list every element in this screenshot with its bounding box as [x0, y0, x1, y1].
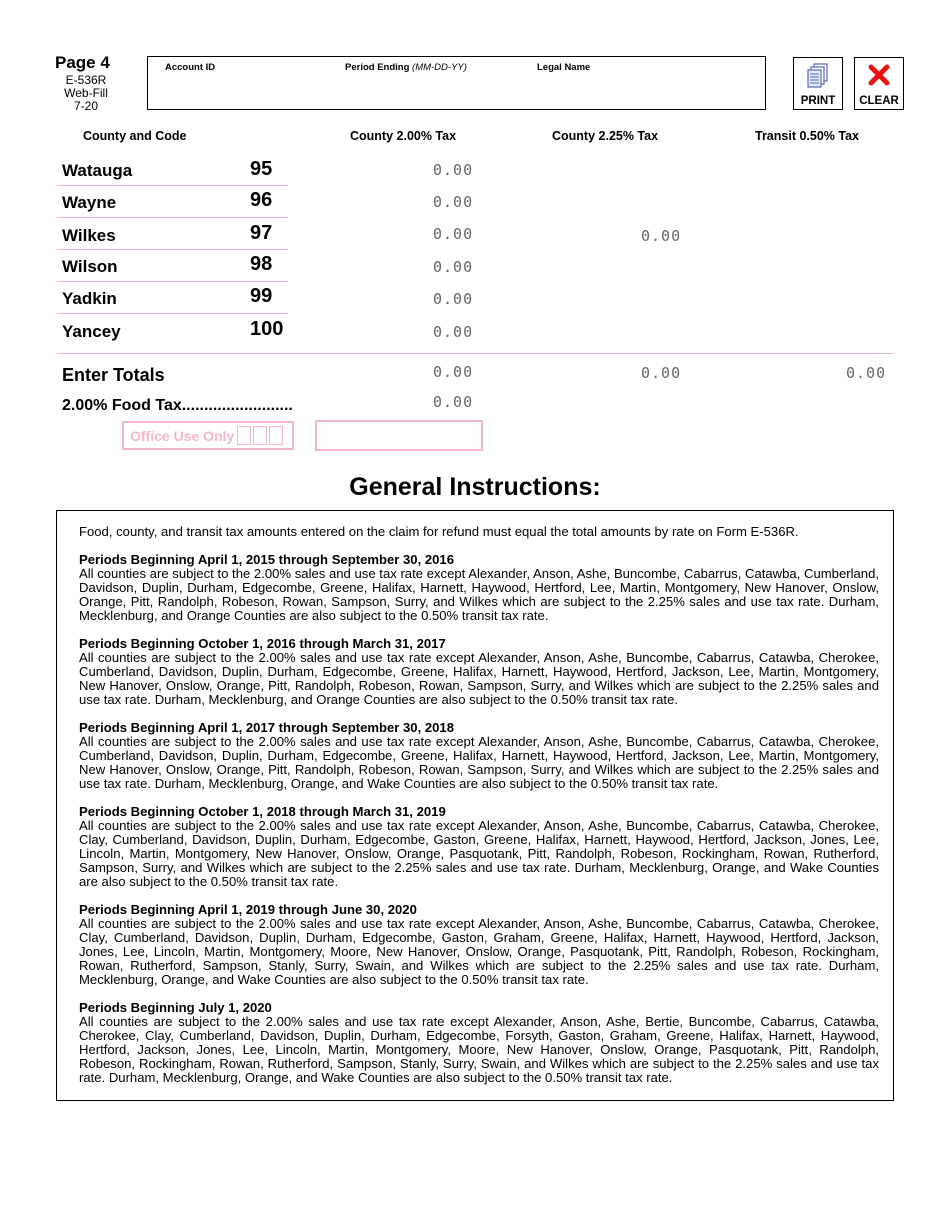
form-id: E-536R	[65, 73, 107, 87]
form-meta	[55, 74, 117, 113]
period-heading: Periods Beginning April 1, 2015 through September 30, 2016	[79, 552, 454, 567]
tax225-column-header: County 2.25% Tax	[552, 129, 659, 143]
close-icon	[867, 63, 891, 87]
taxpayer-info-box	[147, 56, 766, 110]
tax200-field[interactable]: 0.00	[433, 193, 474, 211]
office-use-box	[122, 421, 294, 450]
county-name: Yancey	[62, 322, 121, 341]
clear-button[interactable]	[854, 57, 904, 110]
period-ending-label: Period Ending (MM-DD-YY)	[345, 62, 467, 73]
county-code: 99	[250, 285, 273, 307]
period-section	[79, 903, 879, 987]
instructions-intro: Food, county, and transit tax amounts entered on the claim for refund must equal the total amounts by rate on Form E-536R.	[79, 524, 799, 539]
tax200-field[interactable]: 0.00	[433, 323, 474, 341]
legal-name-label: Legal Name	[537, 62, 591, 73]
period-heading: Periods Beginning October 1, 2018 through March 31, 2019	[79, 804, 446, 819]
county-code: 100	[250, 318, 284, 340]
office-use-field	[315, 420, 483, 451]
clear-label: CLEAR	[859, 95, 899, 107]
total-transit-field[interactable]: 0.00	[846, 364, 887, 382]
period-text: All counties are subject to the 2.00% sales and use tax rate except Alexander, Anson, Ashe, Buncombe, Cabarrus, Catawba, Cherokee, Clay, Cumberland, Davidson, Duplin, Durham, Edgecombe, Gaston, Graham, Greene, Halifax, Harnett, Haywood, Hertford, Jackson, Jones, Lee, Lincoln, Martin, Montgomery, Moore, New Hanover, Onslow, Orange, Pasquotank, Pitt, Randolph, Robeson, Rockingham, Rowan, Rutherford, Sampson, Stanly, Surry, Swain, and Wilkes which are subject to the 2.25% sales and use tax rate. Durham, Mecklenburg, Orange, and Wake Counties are also subject to the 0.50% transit tax rate.	[79, 916, 879, 987]
county-column-header: County and Code	[83, 129, 187, 143]
period-heading: Periods Beginning April 1, 2017 through September 30, 2018	[79, 720, 454, 735]
period-section	[79, 721, 879, 791]
total-tax225-field[interactable]: 0.00	[641, 364, 682, 382]
county-name: Yadkin	[62, 289, 117, 308]
transit-column-header: Transit 0.50% Tax	[755, 129, 859, 143]
period-section	[79, 805, 879, 889]
period-text: All counties are subject to the 2.00% sales and use tax rate except Alexander, Anson, Ashe, Buncombe, Cabarrus, Catawba, Cherokee, Clay, Cumberland, Davidson, Duplin, Durham, Edgecombe, Gaston, Greene, Halifax, Harnett, Haywood, Hertford, Jackson, Jones, Lee, Lincoln, Martin, Montgomery, New Hanover, Onslow, Orange, Pasquotank, Pitt, Randolph, Robeson, Rockingham, Rowan, Rutherford, Sampson, Surry, and Wilkes which are subject to the 2.25% sales and use tax rate. Durham, Mecklenburg, Orange, and Wake Counties are also subject to the 0.50% transit tax rate.	[79, 818, 879, 889]
period-text: All counties are subject to the 2.00% sales and use tax rate except Alexander, Anson, Ashe, Buncombe, Cabarrus, Catawba, Cumberland, Davidson, Duplin, Durham, Edgecombe, Greene, Halifax, Harnett, Haywood, Hertford, Lee, Martin, Montgomery, New Hanover, Onslow, Orange, Pitt, Randolph, Robeson, Rowan, Sampson, Surry, and Wilkes which are subject to the 2.25% sales and use tax rate. Durham, Mecklenburg, and Orange Counties are also subject to the 0.50% transit tax rate.	[79, 566, 879, 623]
print-button[interactable]	[793, 57, 843, 110]
form-type: Web-Fill	[64, 86, 108, 100]
form-version: 7-20	[73, 99, 99, 113]
row-divider	[57, 249, 288, 250]
office-use-cell	[269, 426, 283, 445]
office-use-cell	[253, 426, 267, 445]
account-id-label: Account ID	[165, 62, 216, 73]
period-heading: Periods Beginning April 1, 2019 through June 30, 2020	[79, 902, 417, 917]
period-section	[79, 637, 879, 707]
tax200-field[interactable]: 0.00	[433, 290, 474, 308]
print-icon	[807, 63, 829, 89]
office-use-label: Office Use Only	[130, 428, 235, 444]
county-code: 95	[250, 158, 273, 180]
office-use-cell	[237, 426, 251, 445]
county-name: Wilkes	[62, 226, 116, 245]
instructions-box	[56, 510, 894, 1101]
legal-name-field[interactable]	[533, 73, 759, 105]
period-text: All counties are subject to the 2.00% sales and use tax rate except Alexander, Anson, Ashe, Bertie, Buncombe, Cabarrus, Catawba, Cherokee, Clay, Cumberland, Davidson, Duplin, Durham, Edgecombe, Forsyth, Gaston, Graham, Greene, Halifax, Harnett, Haywood, Hertford, Jackson, Jones, Lee, Lincoln, Martin, Montgomery, Moore, New Hanover, Onslow, Orange, Pasquotank, Pitt, Randolph, Robeson, Rockingham, Rowan, Rutherford, Sampson, Stanly, Surry, Swain, and Wilkes which are subject to the 2.25% sales and use tax rate. Durham, Mecklenburg, Orange, and Wake Counties are also subject to the 0.50% transit tax rate.	[79, 1014, 879, 1085]
tax200-field[interactable]: 0.00	[433, 225, 474, 243]
food-tax-label: 2.00% Food Tax.........................	[62, 397, 293, 414]
tax200-field[interactable]: 0.00	[433, 258, 474, 276]
food-tax-field[interactable]: 0.00	[433, 393, 474, 411]
account-id-field[interactable]	[152, 73, 327, 105]
county-code: 96	[250, 189, 273, 211]
period-text: All counties are subject to the 2.00% sales and use tax rate except Alexander, Anson, Ashe, Buncombe, Cabarrus, Catawba, Cherokee, Cumberland, Davidson, Duplin, Durham, Edgecombe, Greene, Halifax, Harnett, Haywood, Hertford, Jackson, Lee, Martin, Montgomery, New Hanover, Onslow, Orange, Pitt, Randolph, Robeson, Rowan, Sampson, Surry, and Wilkes which are subject to the 2.25% sales and use tax rate. Durham, Mecklenburg, and Orange Counties are also subject to the 0.50% transit tax rate.	[79, 650, 879, 707]
tax200-field[interactable]: 0.00	[433, 161, 474, 179]
row-divider	[57, 185, 288, 186]
county-code: 98	[250, 253, 273, 275]
row-divider	[57, 281, 288, 282]
period-text: All counties are subject to the 2.00% sales and use tax rate except Alexander, Anson, Ashe, Buncombe, Cabarrus, Catawba, Cherokee, Cumberland, Davidson, Duplin, Durham, Edgecombe, Greene, Halifax, Harnett, Haywood, Hertford, Jackson, Lee, Martin, Montgomery, New Hanover, Onslow, Orange, Pitt, Randolph, Robeson, Rowan, Sampson, Surry, and Wilkes which are subject to the 2.25% sales and use tax rate. Durham, Mecklenburg, Orange, and Wake Counties are also subject to the 0.50% transit tax rate.	[79, 734, 879, 791]
period-heading: Periods Beginning October 1, 2016 through March 31, 2017	[79, 636, 446, 651]
county-name: Wayne	[62, 193, 117, 212]
row-divider	[57, 217, 288, 218]
row-divider	[57, 313, 288, 314]
print-label: PRINT	[800, 95, 836, 107]
period-ending-field[interactable]	[341, 73, 516, 105]
period-heading: Periods Beginning July 1, 2020	[79, 1000, 272, 1015]
period-section	[79, 1001, 879, 1085]
total-tax200-field[interactable]: 0.00	[433, 363, 474, 381]
totals-divider	[57, 353, 894, 354]
county-name: Watauga	[62, 161, 133, 180]
page-number: Page 4	[55, 53, 110, 72]
instructions-title: General Instructions:	[349, 473, 601, 501]
tax225-field[interactable]: 0.00	[641, 227, 682, 245]
totals-label: Enter Totals	[62, 365, 165, 385]
county-name: Wilson	[62, 257, 118, 276]
period-section	[79, 553, 879, 623]
county-code: 97	[250, 222, 273, 244]
tax200-column-header: County 2.00% Tax	[350, 129, 457, 143]
